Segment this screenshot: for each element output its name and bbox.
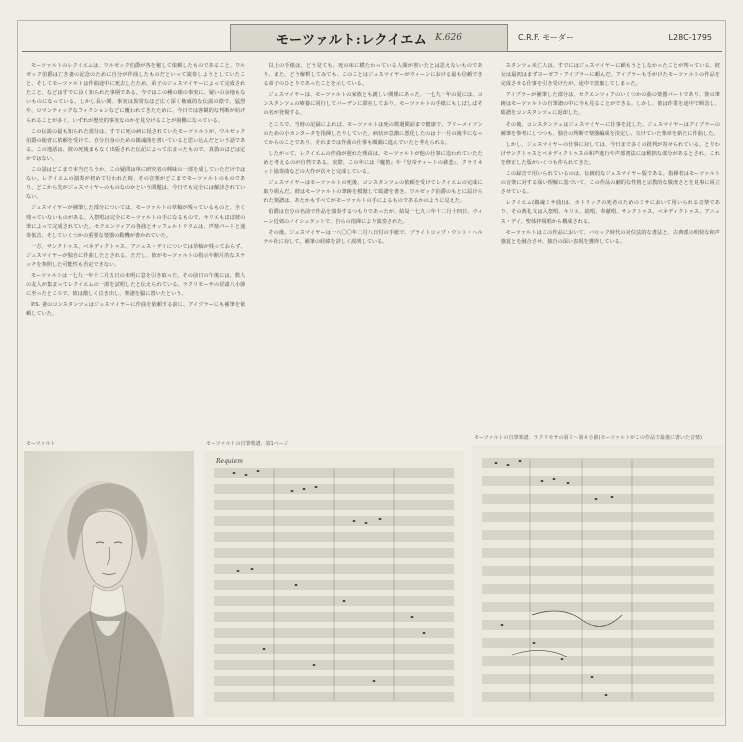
paragraph: スタンツェ未亡人は、すでにはジュスマイヤーに頼もうとしなかったことが判っている。彼女は最初はまずヨーゼフ・アイブラーに頼んだ。アイブラーも手がけたモーツァルトの作品を完成させる仕事を引き受けたが、途中で放棄してしまった。 xyxy=(500,63,720,88)
paragraph: 以上の手紙は、どう見ても、死の床に横たわっている人間が書いたとは思えないものであり、また、どう解釈してみても、このことはジュスマイヤーがウィーンにおける最も信頼できる弟子のひとりであったことを示している。 xyxy=(263,63,483,88)
performer-label: C.R.F. モーダー xyxy=(518,33,575,42)
header-meta xyxy=(508,24,722,52)
paragraph: その後、ジュスマイヤーは一八〇〇年二月八日付の手紙で、ブライトコップ・ウント・ヘルテル社に対して、補筆の経緯を詳しく説明している。 xyxy=(263,229,483,245)
paragraph: 一方、サンクトゥス、ベネディクトゥス、アニュス・デイについては草稿が残っておらず、ジュスマイヤーが独自に作曲したとされる。ただし、彼がモーツァルトの指示や断片的なスケッチを参照した可能性も否定できない。 xyxy=(26,243,246,268)
paragraph: ジュスマイヤーが補筆した部分については、モーツァルトの草稿が残っているものと、全く残っていないものがある。入祭唱は完全にモーツァルトの手になるもので、キリエもほぼ彼の筆によって完成されていた。セクエンツィアの各曲とオッフェルトリウムは、声楽パートと通奏低音、そしていくつかの重要な楽器の動機が書かれていた。 xyxy=(26,205,246,239)
paragraph: ジュスマイヤーはモーツァルトの死後、コンスタンツェの依頼を受けてレクイエムの完成に取り組んだ。彼はモーツァルトの筆跡を模倣して総譜を書き、ワルゼック伯爵のもとに届けられた楽譜は、あたかもすべてがモーツァルトの手によるものであるかのように見えた。 xyxy=(263,180,483,205)
text-column-1 xyxy=(26,62,245,430)
autograph-score-page1-image xyxy=(204,451,464,717)
catalog-number: L28C-1795 xyxy=(668,33,712,42)
paragraph: この話はどこまで本当だろうか。この疑問は単に研究者の興味の一部を成していただけではない。レクイエムの演奏が初めて行われた時、その音楽がどこまでモーツァルトのものであり、どこから先がジュスマイヤーのものなのかという問題は、今日でも完全には解決されていない。 xyxy=(26,167,246,201)
illustrations xyxy=(24,437,724,722)
header-rule-left xyxy=(22,24,230,52)
autograph-score-lacrimosa-image xyxy=(472,445,724,717)
paragraph: この録音で用いられているのは、伝統的なジュスマイヤー版である。指揮者はモーツァルトの音楽に対する深い理解に基づいて、この作品の劇的な性格と宗教的な敬虔さとを見事に両立させている。 xyxy=(500,171,720,196)
paragraph: その後、コンスタンツェはジュスマイヤーに仕事を託した。ジュスマイヤーはアイブラーの補筆を参考にしつつも、独自の判断で楽器編成を決定し、欠けていた楽章を新たに作曲した。 xyxy=(500,121,720,137)
mozart-portrait-image xyxy=(24,451,194,717)
portrait-caption: モーツァルト xyxy=(26,441,56,447)
svg-text:Requiem: Requiem xyxy=(216,458,243,465)
paragraph: モーツァルトのレクイエムは、ワルゼック伯爵が各を秘して依頼したものであること、ワルゼック伯爵は亡き妻の記念のために自分が作曲したものだといって演奏しようとしていたこと、そしてモーツァルトは作曲途中に死去したため、弟子のジュスマイヤーによって完成されたこと、などはすでに良く知られた事柄である。今ではこの種の様の事実に、疑いの余地もないものになっている。しかし長い間、事実は異常なほど広く深く権威的な伝説の陰で、猛烈や、ロマンティックなフィクションなどに覆われてきたために、今日では客観的な判断が妨げられることが多く、いずれが歴史的事実なのかを見分けることが困難になっている。 xyxy=(26,63,246,124)
paragraph: したがって、レクイエムの作曲が遅れた理由は、モーツァルトが他の仕事に追われていたためと考えるのが自然である。実際、この年には『魔笛』や『皇帝ティートの慈悲』、クラリネット協奏曲などの大作が次々と完成している。 xyxy=(263,150,483,176)
paragraph: モーツァルトは一七九一年十二月五日の未明に息を引き取った。その前日の午後には、数人の友人が集まってレクイエムの一部を試唱したと伝えられている。ラクリモーサの冒頭八小節に至ったところで、彼は激しく泣き出し、楽譜を脇に置いたという。 xyxy=(26,273,246,298)
paragraph: アイブラーが補筆した部分は、セクエンツィアのいくつかの曲の楽器パートであり、彼の筆跡はモーツァルトの自筆譜の中に今も見ることができる。しかし、彼は作業を途中で断念し、総譜をコンスタンツェに返却した。 xyxy=(500,92,720,117)
paragraph: モーツァルトはこの作品において、バロック時代の対位法的な書法と、古典派の明快な和声感覚とを融合させ、独自の深い表現を獲得している。 xyxy=(500,229,720,245)
kochel-number: K.626 xyxy=(435,33,462,43)
score1-caption: モーツァルトの自筆楽譜、第1ページ xyxy=(206,441,289,447)
text-column-2 xyxy=(263,62,482,430)
text-columns xyxy=(26,62,720,430)
paragraph: しかし、ジュスマイヤーの仕事に対しては、今日まで多くの批判が寄せられている。とりわけサンクトゥスとベネディクトゥスの和声進行や声部書法には稚拙な部分があるとされ、これを修正した版がいくつも作られてきた。 xyxy=(500,141,720,166)
paragraph: レクイエム(鎮魂ミサ曲)は、カトリックの死者のためのミサにおいて用いられる音楽であり、その典礼文は入祭唱、キリエ、続唱、奉献唱、サンクトゥス、ベネディクトゥス、アニュス・デイ、聖体拝領唱から構成される。 xyxy=(500,200,720,225)
page-title: モーツァルト:レクイエム xyxy=(276,32,428,48)
paragraph: P.S. 妻のコンスタンツェはジュスマイヤーに作曲を依頼する前に、アイブラーにも補筆を依頼していた。 xyxy=(26,302,246,318)
paragraph: 伯爵は自分の名前で作品を演奏するつもりであったが、結局一七九三年十二月十四日、ウィーン近郊のノイシュタットで、自らの指揮により演奏された。 xyxy=(263,209,483,225)
title-box xyxy=(230,24,508,52)
paragraph: ところで、当時の記録によれば、モーツァルトは死の数週間前まで健康で、フリーメイソンのための小カンタータを指揮したりしていた。病状が急激に悪化したのは十一月の後半になってからのことであり、それまでは作曲の仕事も順調に進んでいたと考えられる。 xyxy=(263,121,483,146)
text-column-3 xyxy=(501,62,720,430)
header xyxy=(22,24,722,52)
score2-caption: モーツァルトの自筆楽譜、ラクリモサの第１〜第８小節(モーツァルトがこの作品で最後に書いた音楽) xyxy=(474,435,703,441)
paragraph: ジュスマイヤーは、モーツァルトの家族とも親しい関係にあった。一七九一年の夏には、コンスタンツェの療養に同行してバーデンに滞在しており、モーツァルトの手紙にもしばしばその名が登場する。 xyxy=(263,92,483,117)
paragraph: この伝説の最も知られた部分は、すでに死の病に侵されていたモーツァルトが、ワルゼック伯爵の使者に依頼を受けて、自分自身のための鎮魂曲を書いていると思い込んだという話である。この逸話は、彼の死後まもなく出版された伝記によって広まったもので、真偽のほどは定かではない。 xyxy=(26,128,246,162)
